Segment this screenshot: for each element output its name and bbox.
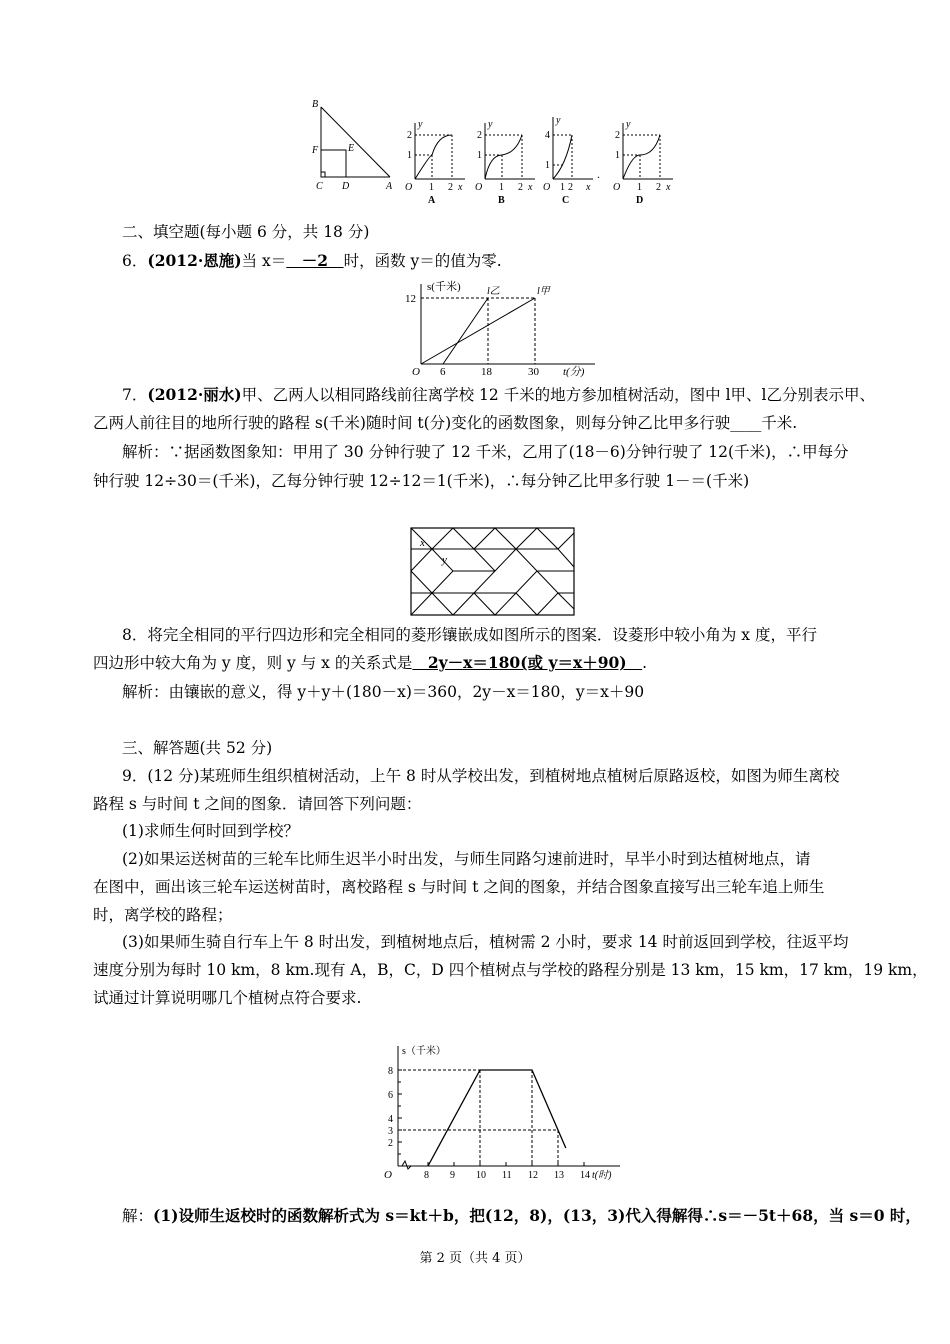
x-axis-title: t(时) bbox=[592, 1170, 612, 1181]
q8-line-2 bbox=[93, 652, 873, 674]
q8-solution: 解析：由镶嵌的意义，得 y＋y＋(180－x)＝360，2y－x＝180，y＝x＋90 bbox=[122, 683, 645, 701]
triangle-figure bbox=[321, 107, 390, 177]
x-tick-label: 9 bbox=[450, 1170, 455, 1181]
section-2-title: 二、填空题(每小题 6 分，共 18 分) bbox=[122, 223, 370, 241]
label-l-yi: l乙 bbox=[487, 286, 500, 297]
q9-solution bbox=[122, 1205, 921, 1227]
q8-line-1: 8．将完全相同的平行四边形和完全相同的菱形镶嵌成如图所示的图案．设菱形中较小角为 x 度，平行 bbox=[122, 626, 817, 644]
x-tick-label: 11 bbox=[502, 1170, 512, 1181]
y-tick-label: 6 bbox=[388, 1090, 393, 1101]
q8-period: . bbox=[642, 654, 648, 672]
q9-part-3-line-1: (3)如果师生骑自行车上午 8 时出发，到植树地点后，植树需 2 小时，要求 14 时前返回到学校，往返平均 bbox=[122, 933, 849, 951]
xtick-6: 6 bbox=[440, 366, 446, 378]
q8-tiling-figure bbox=[410, 527, 576, 617]
ytick: 1 bbox=[545, 160, 550, 171]
q9-part-2-line-3: 时，离学校的路程； bbox=[93, 906, 233, 924]
q6-source: (2012·恩施) bbox=[147, 251, 242, 270]
ylabel: s(千米) bbox=[427, 281, 461, 293]
q9-line-1: 9．(12 分)某班师生组织植树活动，上午 8 时从学校出发，到植树地点植树后原路返校，如图为师生离校 bbox=[122, 767, 840, 785]
question-6 bbox=[122, 250, 902, 272]
x-axis-label: x bbox=[666, 182, 671, 193]
x-tick-label: 10 bbox=[476, 1170, 486, 1181]
option-label: B bbox=[498, 195, 505, 205]
origin-label: O bbox=[543, 182, 551, 193]
q6-text-1: 当 x＝ bbox=[241, 252, 287, 270]
option-d-graph bbox=[613, 119, 673, 205]
q6-number: 6． bbox=[122, 252, 148, 270]
y-axis-label: y bbox=[418, 119, 423, 130]
x-tick-label: 14 bbox=[580, 1170, 590, 1181]
y-axis-title: s（千米） bbox=[402, 1046, 446, 1057]
ytick: 2 bbox=[615, 130, 620, 141]
xtick-30: 30 bbox=[528, 366, 539, 378]
xtick: 1 bbox=[637, 182, 642, 193]
y-tick-label: 8 bbox=[388, 1066, 393, 1077]
xlabel: t(分) bbox=[563, 366, 585, 378]
page-footer: 第 2 页（共 4 页） bbox=[419, 1251, 531, 1266]
xtick: 2 bbox=[518, 182, 523, 193]
xtick-18: 18 bbox=[481, 366, 492, 378]
x-tick-label: 8 bbox=[424, 1170, 429, 1181]
q8-answer: 2y－x＝180(或 y＝x＋90) bbox=[412, 653, 643, 672]
q9-part-1: (1)求师生何时回到学校？ bbox=[122, 822, 299, 840]
x-tick-label: 13 bbox=[554, 1170, 564, 1181]
q9-line-2: 路程 s 与时间 t 之间的图象．请回答下列问题： bbox=[93, 795, 422, 813]
label-l-jia: l甲 bbox=[537, 286, 550, 297]
option-label: D bbox=[636, 195, 644, 205]
y-axis-label: y bbox=[626, 119, 631, 130]
option-b-graph bbox=[475, 119, 535, 205]
q9-part-3-line-3: 试通过计算说明哪几个植树点符合要求. bbox=[93, 989, 362, 1007]
option-a-graph bbox=[405, 119, 465, 205]
axis-break bbox=[402, 1161, 411, 1169]
q9-chart bbox=[370, 1038, 630, 1188]
y-tick-label: 2 bbox=[388, 1138, 393, 1149]
ytick: 2 bbox=[407, 130, 412, 141]
origin-label: O bbox=[475, 182, 483, 193]
ytick: 1 bbox=[407, 150, 412, 161]
q7-text: 甲、乙两人以相同路线前往离学校 12 千米的地方参加植树活动，图中 l甲、l乙分别表示甲、 bbox=[241, 386, 876, 404]
y-tick-label: 4 bbox=[388, 1114, 393, 1125]
q7-source: (2012·丽水) bbox=[147, 385, 242, 404]
origin-label: O bbox=[405, 182, 413, 193]
origin-label: O bbox=[384, 1169, 392, 1181]
ytick: 4 bbox=[545, 130, 550, 141]
x-axis-label: x bbox=[458, 182, 463, 193]
q6-text-2: 时，函数 y＝的值为零. bbox=[343, 252, 502, 270]
xtick: 2 bbox=[448, 182, 453, 193]
solution-prefix: 解： bbox=[122, 1207, 154, 1225]
x-axis-label: x bbox=[528, 182, 533, 193]
q7-line-1 bbox=[122, 384, 902, 406]
label-B: B bbox=[312, 99, 319, 110]
solution-text: (1)设师生返校时的函数解析式为 s＝kt＋b，把(12，8)，(13，3)代入得解得∴s＝－5t＋68，当 s＝0 时， bbox=[153, 1206, 921, 1225]
option-label: A bbox=[428, 195, 436, 205]
y-axis-label: y bbox=[556, 115, 561, 126]
q9-part-2-line-1: (2)如果运送树苗的三轮车比师生迟半小时出发，与师生同路匀速前进时，早半小时到达植树地点，请 bbox=[122, 850, 811, 868]
q7-graph bbox=[395, 278, 625, 378]
section-3-title: 三、解答题(共 52 分) bbox=[122, 739, 273, 757]
y-axis-label: y bbox=[488, 119, 493, 130]
label-y: y bbox=[442, 554, 447, 566]
label-x: x bbox=[420, 537, 425, 549]
label-F: F bbox=[312, 145, 319, 156]
q5-figure bbox=[300, 95, 700, 205]
q9-part-2-line-2: 在图中，画出该三轮车运送树苗时，离校路程 s 与时间 t 之间的图象，并结合图象直接写出三轮车追上师生 bbox=[93, 878, 825, 896]
xtick: 1 bbox=[429, 182, 434, 193]
ytick-12: 12 bbox=[405, 293, 416, 305]
ytick: 2 bbox=[477, 130, 482, 141]
xtick: 1 bbox=[499, 182, 504, 193]
option-c-graph bbox=[543, 115, 600, 205]
xtick: 1 bbox=[560, 182, 565, 193]
x-tick-label: 12 bbox=[528, 1170, 538, 1181]
xtick: 2 bbox=[568, 182, 573, 193]
period-mark: . bbox=[597, 167, 600, 181]
q8-text: 四边形中较大角为 y 度，则 y 与 x 的关系式是 bbox=[93, 654, 413, 672]
ytick: 1 bbox=[477, 150, 482, 161]
q7-solution-1: 解析：∵据函数图象知：甲用了 30 分钟行驶了 12 千米，乙用了(18－6)分钟行驶了 12(千米)，∴甲每分 bbox=[122, 443, 849, 461]
q7-solution-2: 钟行驶 12÷30＝(千米)，乙每分钟行驶 12÷12＝1(千米)，∴每分钟乙比甲多行驶 1－＝(千米) bbox=[93, 472, 750, 490]
x-axis-label: x bbox=[586, 182, 591, 193]
option-label: C bbox=[562, 195, 570, 205]
q9-part-3-line-2: 速度分别为每时 10 km，8 km.现有 A，B，C，D 四个植树点与学校的路程分别是 13 km，15 km，17 km，19 km， bbox=[93, 961, 928, 979]
q7-line-2: 乙两人前往目的地所行驶的路程 s(千米)随时间 t(分)变化的函数图象，则每分钟乙比甲多行驶____千米. bbox=[93, 414, 798, 432]
y-tick-label: 3 bbox=[388, 1126, 393, 1137]
label-D: D bbox=[342, 181, 350, 192]
label-E: E bbox=[348, 143, 355, 154]
label-C: C bbox=[316, 181, 323, 192]
xtick: 2 bbox=[656, 182, 661, 193]
series-line bbox=[428, 1070, 566, 1166]
ytick: 1 bbox=[615, 150, 620, 161]
q7-number: 7． bbox=[122, 386, 148, 404]
origin-label: O bbox=[412, 366, 420, 378]
q6-answer: －2 bbox=[286, 251, 344, 270]
origin-label: O bbox=[613, 182, 621, 193]
label-A: A bbox=[386, 181, 393, 192]
